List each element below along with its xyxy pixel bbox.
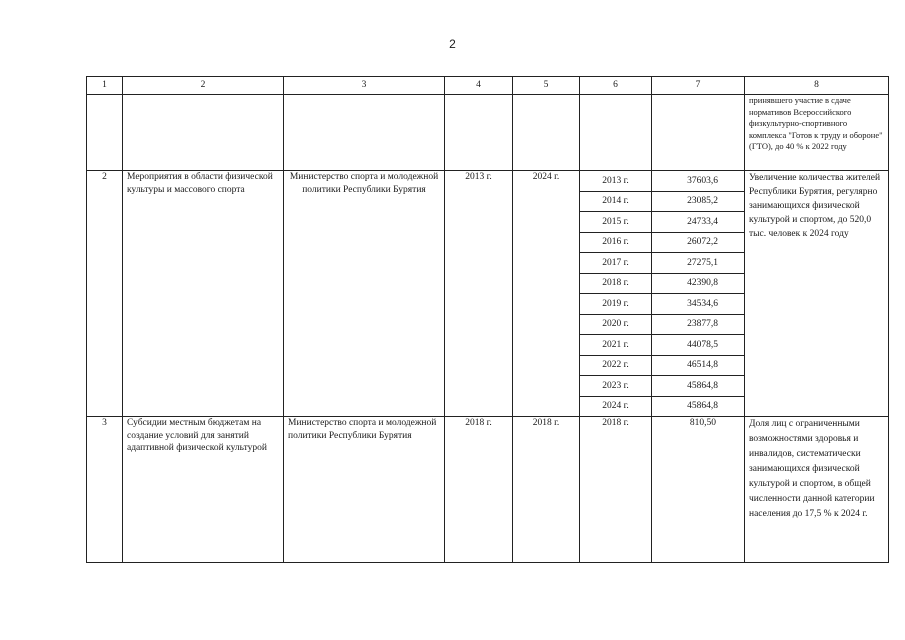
- continuation-result-text: принявшего участие в сдаче нормативов Всероссийского физкультурно-спортивного комплекса "Готов к труду и обороне" (ГТО), до 40 % к 2022 году: [745, 95, 889, 171]
- row-3-group: [87, 417, 889, 563]
- funding-amount: 45864,8: [652, 376, 745, 397]
- funding-amount: 44078,5: [652, 335, 745, 356]
- page-number: 2: [449, 37, 456, 51]
- expected-result: Доля лиц с ограниченными возможностями здоровья и инвалидов, систематически занимающихся физической культурой и спортом, в общей численности данной категории населения до 17,5 % к 2024 г.: [745, 417, 889, 563]
- funding-year: 2019 г.: [580, 294, 652, 315]
- empty-cell: [580, 95, 652, 171]
- header-cell: 7: [652, 77, 745, 95]
- funding-year: 2020 г.: [580, 314, 652, 335]
- activity-name: Субсидии местным бюджетам на создание условий для занятий адаптивной физической культурой: [123, 417, 284, 563]
- funding-amount: 42390,8: [652, 273, 745, 294]
- row-number: 2: [87, 171, 123, 417]
- end-year: 2024 г.: [513, 171, 580, 417]
- funding-amount: 23877,8: [652, 314, 745, 335]
- table-row: [87, 417, 889, 563]
- funding-amount: 26072,2: [652, 232, 745, 253]
- start-year: 2018 г.: [445, 417, 513, 563]
- header-cell: 8: [745, 77, 889, 95]
- empty-cell: [513, 95, 580, 171]
- funding-year: 2015 г.: [580, 212, 652, 233]
- expected-result: Увеличение количества жителей Республики Бурятия, регулярно занимающихся физической культурой и спортом, до 520,0 тыс. человек к 2024 году: [745, 171, 889, 417]
- executor: Министерство спорта и молодежной политики Республики Бурятия: [284, 171, 445, 417]
- funding-year: 2024 г.: [580, 396, 652, 417]
- row-2-group: [87, 171, 889, 417]
- funding-amount: 45864,8: [652, 396, 745, 417]
- end-year: 2018 г.: [513, 417, 580, 563]
- funding-year: 2017 г.: [580, 253, 652, 274]
- funding-amount: 34534,6: [652, 294, 745, 315]
- empty-cell: [87, 95, 123, 171]
- funding-amount: 23085,2: [652, 191, 745, 212]
- executor: Министерство спорта и молодежной политики Республики Бурятия: [284, 417, 445, 563]
- funding-year: 2018 г.: [580, 417, 652, 563]
- funding-amount: 37603,6: [652, 171, 745, 192]
- empty-cell: [284, 95, 445, 171]
- header-cell: 4: [445, 77, 513, 95]
- funding-year: 2023 г.: [580, 376, 652, 397]
- header-cell: 5: [513, 77, 580, 95]
- funding-year: 2022 г.: [580, 355, 652, 376]
- funding-year: 2021 г.: [580, 335, 652, 356]
- program-table: [86, 76, 889, 563]
- funding-amount: 27275,1: [652, 253, 745, 274]
- continuation-row: [87, 95, 889, 171]
- table-row: [87, 171, 889, 192]
- funding-year: 2014 г.: [580, 191, 652, 212]
- funding-amount: 24733,4: [652, 212, 745, 233]
- start-year: 2013 г.: [445, 171, 513, 417]
- funding-amount: 46514,8: [652, 355, 745, 376]
- activity-name: Мероприятия в области физической культуры и массового спорта: [123, 171, 284, 417]
- header-cell: 2: [123, 77, 284, 95]
- empty-cell: [123, 95, 284, 171]
- table-header-row: [87, 77, 889, 95]
- empty-cell: [652, 95, 745, 171]
- row-number: 3: [87, 417, 123, 563]
- funding-year: 2016 г.: [580, 232, 652, 253]
- funding-amount: 810,50: [652, 417, 745, 563]
- empty-cell: [445, 95, 513, 171]
- funding-year: 2013 г.: [580, 171, 652, 192]
- funding-year: 2018 г.: [580, 273, 652, 294]
- header-cell: 6: [580, 77, 652, 95]
- header-cell: 1: [87, 77, 123, 95]
- header-cell: 3: [284, 77, 445, 95]
